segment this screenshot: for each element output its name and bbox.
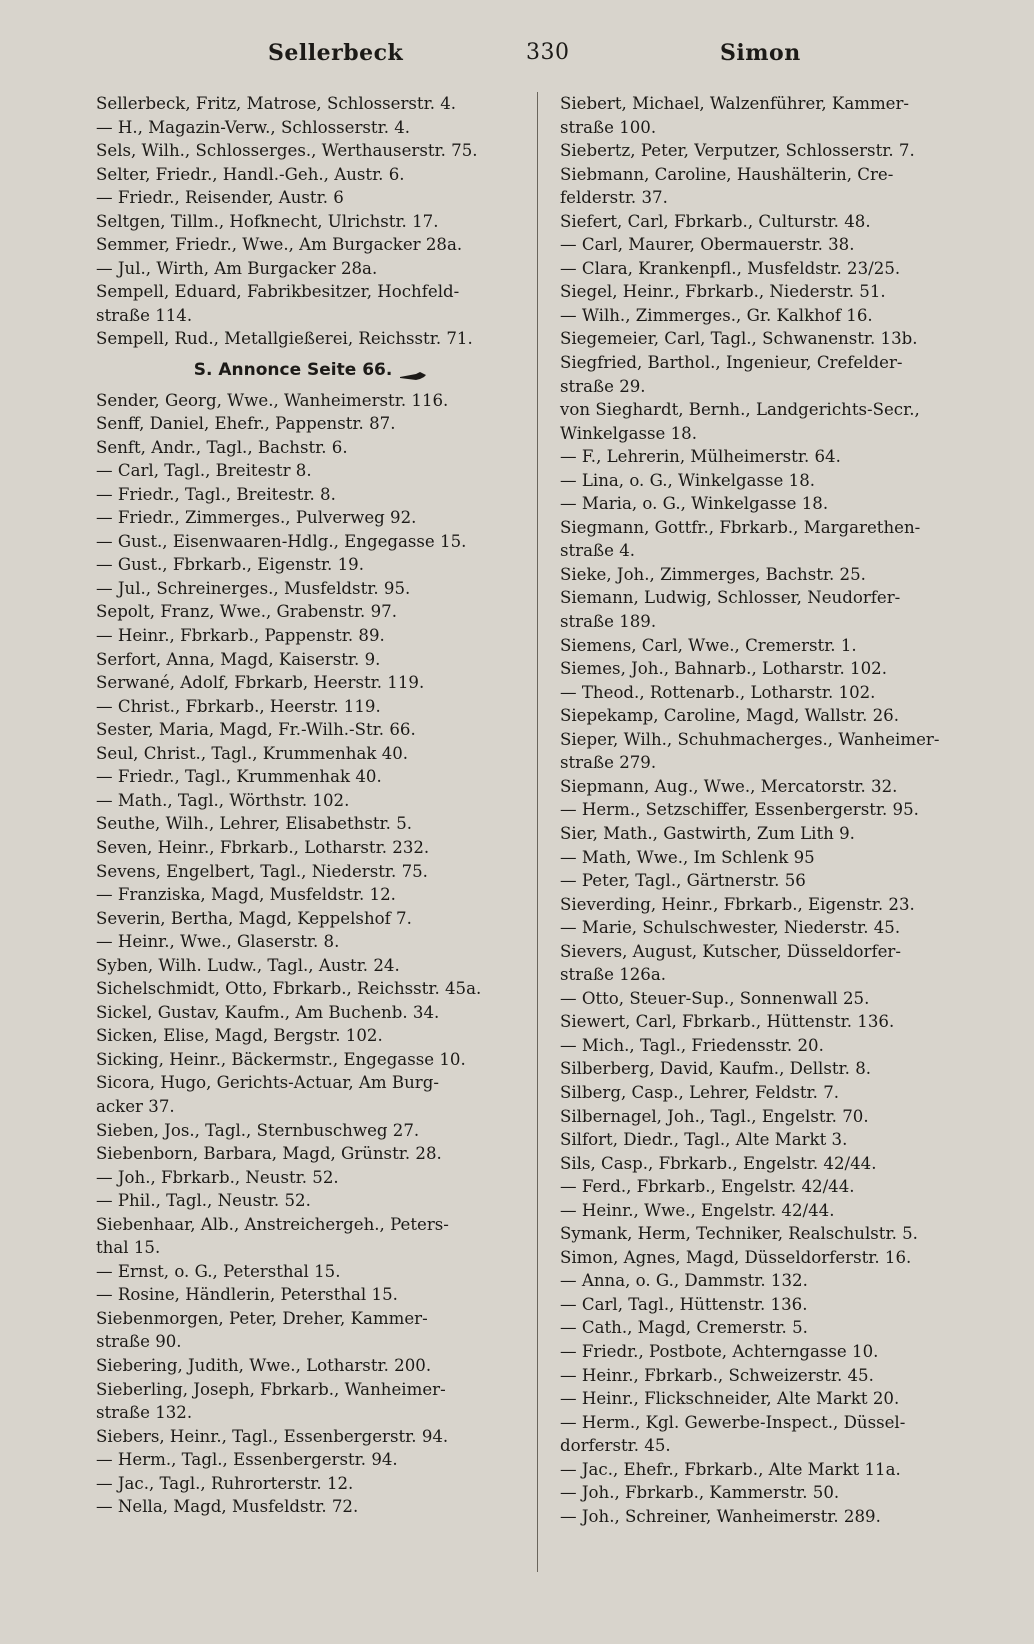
page-number: 330	[526, 40, 570, 65]
directory-entry	[560, 1105, 986, 1129]
entry-text: Sieke, Joh., Zimmerges, Bachstr. 25.	[560, 564, 866, 584]
directory-entry	[96, 1378, 526, 1425]
directory-entry	[560, 327, 986, 351]
entry-text: — Gust., Fbrkarb., Eigenstr. 19.	[96, 555, 364, 575]
entry-text: — Mich., Tagl., Friedensstr. 20.	[560, 1035, 824, 1055]
directory-entry	[96, 506, 526, 530]
entry-text: Seven, Heinr., Fbrkarb., Lotharstr. 232.	[96, 837, 430, 857]
entry-text: — Otto, Steuer-Sup., Sonnenwall 25.	[560, 988, 870, 1008]
entry-text: — Friedr., Postbote, Achterngasse 10.	[560, 1341, 879, 1361]
directory-entry	[560, 1034, 986, 1058]
entry-text: Serwané, Adolf, Fbrkarb, Heerstr. 119.	[96, 673, 425, 693]
directory-entry	[96, 1001, 526, 1025]
directory-entry	[560, 1128, 986, 1152]
directory-entry	[96, 577, 526, 601]
annonce-note	[96, 359, 526, 383]
directory-entry	[560, 1199, 986, 1223]
column-divider	[537, 92, 538, 1572]
directory-entry	[96, 1119, 526, 1143]
entry-text: Siebmann, Caroline, Haushälterin, Cre-	[560, 164, 894, 184]
directory-entry	[560, 1222, 986, 1246]
entry-text: — Ernst, o. G., Petersthal 15.	[96, 1261, 341, 1281]
directory-entry	[560, 846, 986, 870]
entry-text: — Jul., Wirth, Am Burgacker 28a.	[96, 258, 378, 278]
entry-text: Senff, Daniel, Ehefr., Pappenstr. 87.	[96, 414, 396, 434]
directory-entry	[96, 280, 526, 327]
entry-text: — Joh., Schreiner, Wanheimerstr. 289.	[560, 1506, 881, 1526]
directory-entry	[96, 116, 526, 140]
directory-entry	[560, 893, 986, 917]
directory-entry	[560, 681, 986, 705]
directory-entry	[560, 1269, 986, 1293]
directory-entry	[96, 1166, 526, 1190]
directory-entry	[560, 634, 986, 658]
entry-text: Sieper, Wilh., Schuhmacherges., Wanheimer-	[560, 729, 940, 749]
entry-continuation: acker 37.	[96, 1096, 175, 1116]
entry-continuation: straße 126a.	[560, 965, 667, 985]
directory-entry	[96, 860, 526, 884]
directory-entry	[560, 1152, 986, 1176]
annonce-text: S. Annonce Seite 66.	[193, 360, 393, 381]
entry-text: Siepekamp, Caroline, Magd, Wallstr. 26.	[560, 706, 900, 726]
directory-entry	[96, 624, 526, 648]
entry-text: Siewert, Carl, Fbrkarb., Hüttenstr. 136.	[560, 1012, 895, 1032]
directory-entry	[560, 257, 986, 281]
directory-entry	[560, 869, 986, 893]
directory-entry	[560, 1316, 986, 1340]
entry-text: — Jac., Ehefr., Fbrkarb., Alte Markt 11a.	[560, 1459, 901, 1479]
entry-text: Sier, Math., Gastwirth, Zum Lith 9.	[560, 823, 855, 843]
directory-entry	[560, 704, 986, 728]
entry-text: Sievers, August, Kutscher, Düsseldorfer-	[560, 941, 901, 961]
entry-text: Siemes, Joh., Bahnarb., Lotharstr. 102.	[560, 659, 887, 679]
entry-continuation: straße 132.	[96, 1403, 193, 1423]
directory-entry	[96, 257, 526, 281]
entry-text: Siefert, Carl, Fbrkarb., Culturstr. 48.	[560, 211, 871, 231]
directory-entry	[96, 718, 526, 742]
entry-text: — Ferd., Fbrkarb., Engelstr. 42/44.	[560, 1177, 855, 1197]
directory-entry	[96, 1189, 526, 1213]
directory-entry	[96, 1448, 526, 1472]
directory-entry	[560, 469, 986, 493]
entry-text: Sicking, Heinr., Bäckermstr., Engegasse 10.	[96, 1049, 466, 1069]
directory-entry	[560, 1411, 986, 1458]
directory-entry	[560, 280, 986, 304]
entry-text: — Carl, Tagl., Hüttenstr. 136.	[560, 1294, 808, 1314]
directory-entry	[560, 822, 986, 846]
directory-entry	[560, 775, 986, 799]
entry-text: Siebenborn, Barbara, Magd, Grünstr. 28.	[96, 1144, 442, 1164]
directory-entry	[560, 1387, 986, 1411]
directory-entry	[96, 436, 526, 460]
directory-entry	[96, 812, 526, 836]
entry-text: Sicora, Hugo, Gerichts-Actuar, Am Burg-	[96, 1073, 439, 1093]
entry-text: — Herm., Kgl. Gewerbe-Inspect., Düssel-	[560, 1412, 906, 1432]
header-last-name: Simon	[720, 40, 801, 66]
entry-continuation: straße 4.	[560, 541, 636, 561]
entry-text: Seltgen, Tillm., Hofknecht, Ulrichstr. 17.	[96, 211, 439, 231]
entry-text: Sieverding, Heinr., Fbrkarb., Eigenstr. 23.	[560, 894, 915, 914]
directory-entry	[560, 210, 986, 234]
directory-entry	[96, 389, 526, 413]
directory-entry	[96, 930, 526, 954]
entry-text: — Clara, Krankenpfl., Musfeldstr. 23/25.	[560, 258, 901, 278]
directory-entry	[96, 530, 526, 554]
directory-entry	[96, 742, 526, 766]
entry-text: — Anna, o. G., Dammstr. 132.	[560, 1271, 808, 1291]
entry-text: — Math, Wwe., Im Schlenk 95	[560, 847, 815, 867]
entry-continuation: thal 15.	[96, 1238, 161, 1258]
entry-continuation: straße 29.	[560, 376, 646, 396]
directory-entry	[560, 657, 986, 681]
entry-text: Silberg, Casp., Lehrer, Feldstr. 7.	[560, 1082, 840, 1102]
directory-entry	[96, 163, 526, 187]
entry-text: Sickel, Gustav, Kaufm., Am Buchenb. 34.	[96, 1002, 440, 1022]
entry-text: Senft, Andr., Tagl., Bachstr. 6.	[96, 437, 348, 457]
entry-text: Siebenhaar, Alb., Anstreichergeh., Peters-	[96, 1214, 449, 1234]
entry-text: — Christ., Fbrkarb., Heerstr. 119.	[96, 696, 381, 716]
directory-entry	[96, 1283, 526, 1307]
directory-entry	[560, 1175, 986, 1199]
entry-text: — Friedr., Tagl., Krummenhak 40.	[96, 767, 382, 787]
directory-entry	[96, 210, 526, 234]
directory-entry	[96, 883, 526, 907]
entry-text: Semmer, Friedr., Wwe., Am Burgacker 28a.	[96, 235, 463, 255]
directory-entry	[96, 483, 526, 507]
entry-text: — Nella, Magd, Musfeldstr. 72.	[96, 1497, 359, 1517]
entry-text: Sichelschmidt, Otto, Fbrkarb., Reichsstr. 45a.	[96, 979, 482, 999]
directory-entry	[96, 695, 526, 719]
directory-entry	[560, 940, 986, 987]
entry-text: — Rosine, Händlerin, Petersthal 15.	[96, 1285, 398, 1305]
directory-entry	[96, 1048, 526, 1072]
entry-text: Silfort, Diedr., Tagl., Alte Markt 3.	[560, 1130, 848, 1150]
entry-text: — Theod., Rottenarb., Lotharstr. 102.	[560, 682, 876, 702]
entry-continuation: dorferstr. 45.	[560, 1436, 671, 1456]
directory-entry	[96, 553, 526, 577]
entry-text: Siegmann, Gottfr., Fbrkarb., Margarethen-	[560, 517, 921, 537]
entry-text: Siebers, Heinr., Tagl., Essenbergerstr. 94.	[96, 1426, 449, 1446]
directory-entry	[560, 1458, 986, 1482]
directory-entry	[560, 1340, 986, 1364]
entry-text: — Peter, Tagl., Gärtnerstr. 56	[560, 871, 806, 891]
directory-entry	[560, 563, 986, 587]
directory-entry	[560, 1246, 986, 1270]
entry-continuation: felderstr. 37.	[560, 188, 668, 208]
entry-text: — Maria, o. G., Winkelgasse 18.	[560, 494, 829, 514]
directory-entry	[560, 92, 986, 139]
directory-entry	[96, 1213, 526, 1260]
entry-text: Silbernagel, Joh., Tagl., Engelstr. 70.	[560, 1106, 869, 1126]
directory-entry	[560, 987, 986, 1011]
directory-entry	[560, 139, 986, 163]
entry-text: Sieberling, Joseph, Fbrkarb., Wanheimer-	[96, 1379, 446, 1399]
entry-text: — Friedr., Reisender, Austr. 6	[96, 188, 344, 208]
entry-continuation: straße 90.	[96, 1332, 182, 1352]
entry-text: Siepmann, Aug., Wwe., Mercatorstr. 32.	[560, 776, 898, 796]
right-column	[560, 92, 986, 1528]
entry-text: — Lina, o. G., Winkelgasse 18.	[560, 470, 816, 490]
entry-text: Sepolt, Franz, Wwe., Grabenstr. 97.	[96, 602, 397, 622]
directory-entry	[560, 586, 986, 633]
directory-entry	[560, 233, 986, 257]
directory-entry	[560, 916, 986, 940]
directory-entry	[96, 1472, 526, 1496]
entry-text: — Phil., Tagl., Neustr. 52.	[96, 1191, 311, 1211]
entry-text: Siegemeier, Carl, Tagl., Schwanenstr. 13b.	[560, 329, 918, 349]
entry-text: Sender, Georg, Wwe., Wanheimerstr. 116.	[96, 390, 449, 410]
directory-entry	[96, 459, 526, 483]
entry-text: — Heinr., Fbrkarb., Pappenstr. 89.	[96, 626, 385, 646]
directory-entry	[96, 600, 526, 624]
entry-text: Serfort, Anna, Magd, Kaiserstr. 9.	[96, 649, 381, 669]
directory-entry	[96, 1142, 526, 1166]
entry-text: — Friedr., Zimmerges., Pulverweg 92.	[96, 508, 417, 528]
entry-text: Sester, Maria, Magd, Fr.-Wilh.-Str. 66.	[96, 720, 416, 740]
entry-text: Sevens, Engelbert, Tagl., Niederstr. 75.	[96, 861, 428, 881]
entry-text: Siegfried, Barthol., Ingenieur, Crefelder-	[560, 353, 903, 373]
entry-text: — Joh., Fbrkarb., Neustr. 52.	[96, 1167, 339, 1187]
entry-text: — Cath., Magd, Cremerstr. 5.	[560, 1318, 808, 1338]
directory-entry	[560, 798, 986, 822]
directory-entry	[96, 765, 526, 789]
directory-entry	[96, 233, 526, 257]
entry-text: Syben, Wilh. Ludw., Tagl., Austr. 24.	[96, 955, 400, 975]
left-column	[96, 92, 526, 1519]
entry-text: Sellerbeck, Fritz, Matrose, Schlosserstr. 4.	[96, 94, 457, 113]
entry-text: — Heinr., Flickschneider, Alte Markt 20.	[560, 1389, 900, 1409]
directory-entry	[560, 516, 986, 563]
entry-text: Siebertz, Peter, Verputzer, Schlosserstr. 7.	[560, 141, 915, 161]
entry-text: — Jac., Tagl., Ruhrorterstr. 12.	[96, 1473, 354, 1493]
directory-entry	[560, 351, 986, 398]
directory-entry	[560, 1481, 986, 1505]
entry-text: — Carl, Maurer, Obermauerstr. 38.	[560, 235, 855, 255]
entry-text: Siemann, Ludwig, Schlosser, Neudorfer-	[560, 588, 901, 608]
entry-text: — Math., Tagl., Wörthstr. 102.	[96, 790, 350, 810]
directory-entry	[96, 1071, 526, 1118]
directory-entry	[560, 728, 986, 775]
directory-entry	[96, 1307, 526, 1354]
entry-text: — Carl, Tagl., Breitestr 8.	[96, 461, 312, 481]
entry-text: — Heinr., Wwe., Engelstr. 42/44.	[560, 1200, 835, 1220]
directory-entry	[96, 954, 526, 978]
entry-text: — Franziska, Magd, Musfeldstr. 12.	[96, 885, 396, 905]
entry-text: — Heinr., Wwe., Glaserstr. 8.	[96, 932, 340, 952]
entry-text: Selter, Friedr., Handl.-Geh., Austr. 6.	[96, 164, 405, 184]
directory-entry	[96, 327, 526, 351]
directory-entry	[560, 492, 986, 516]
entry-text: — Herm., Setzschiffer, Essenbergerstr. 95.	[560, 800, 919, 820]
directory-entry	[560, 398, 986, 445]
entry-text: Siemens, Carl, Wwe., Cremerstr. 1.	[560, 635, 857, 655]
entry-continuation: straße 189.	[560, 612, 657, 632]
entry-text: Sicken, Elise, Magd, Bergstr. 102.	[96, 1026, 383, 1046]
entry-text: Symank, Herm, Techniker, Realschulstr. 5.	[560, 1224, 918, 1244]
entry-text: — Jul., Schreinerges., Musfeldstr. 95.	[96, 578, 411, 598]
header-first-name: Sellerbeck	[268, 40, 404, 66]
entry-text: Seuthe, Wilh., Lehrer, Elisabethstr. 5.	[96, 814, 413, 834]
directory-entry	[560, 445, 986, 469]
entry-text: Sieben, Jos., Tagl., Sternbuschweg 27.	[96, 1120, 420, 1140]
directory-entry	[96, 1024, 526, 1048]
entry-text: — H., Magazin-Verw., Schlosserstr. 4.	[96, 117, 411, 137]
entry-text: — Joh., Fbrkarb., Kammerstr. 50.	[560, 1483, 840, 1503]
directory-entry	[560, 1010, 986, 1034]
entry-text: Siebenmorgen, Peter, Dreher, Kammer-	[96, 1308, 428, 1328]
directory-entry	[560, 1081, 986, 1105]
directory-entry	[560, 1057, 986, 1081]
directory-entry	[96, 186, 526, 210]
entry-text: — Friedr., Tagl., Breitestr. 8.	[96, 484, 336, 504]
directory-entry	[96, 671, 526, 695]
entry-text: — Marie, Schulschwester, Niederstr. 45.	[560, 918, 901, 938]
directory-entry	[96, 1354, 526, 1378]
directory-entry	[96, 92, 526, 116]
entry-text: Sempell, Rud., Metallgießerei, Reichsstr. 71.	[96, 329, 473, 349]
directory-entry	[96, 836, 526, 860]
directory-entry	[96, 907, 526, 931]
directory-entry	[560, 1293, 986, 1317]
directory-entry	[96, 412, 526, 436]
page-header	[0, 40, 1034, 74]
entry-text: Siebert, Michael, Walzenführer, Kammer-	[560, 94, 910, 113]
entry-text: Seul, Christ., Tagl., Krummenhak 40.	[96, 743, 409, 763]
pointing-hand-icon	[398, 365, 428, 375]
entry-text: — Wilh., Zimmerges., Gr. Kalkhof 16.	[560, 305, 873, 325]
entry-text: Severin, Bertha, Magd, Keppelshof 7.	[96, 908, 412, 928]
entry-text: Sils, Casp., Fbrkarb., Engelstr. 42/44.	[560, 1153, 877, 1173]
directory-entry	[96, 1425, 526, 1449]
entry-text: Silberberg, David, Kaufm., Dellstr. 8.	[560, 1059, 872, 1079]
entry-text: Siebering, Judith, Wwe., Lotharstr. 200.	[96, 1355, 432, 1375]
entry-text: — Heinr., Fbrkarb., Schweizerstr. 45.	[560, 1365, 874, 1385]
entry-text: Siegel, Heinr., Fbrkarb., Niederstr. 51.	[560, 282, 886, 302]
entry-text: Simon, Agnes, Magd, Düsseldorferstr. 16.	[560, 1247, 912, 1267]
directory-entry	[96, 977, 526, 1001]
entry-text: Sels, Wilh., Schlosserges., Werthauserstr. 75.	[96, 141, 478, 161]
entry-text: von Sieghardt, Bernh., Landgerichts-Secr.,	[560, 400, 920, 420]
directory-entry	[96, 789, 526, 813]
directory-entry	[560, 163, 986, 210]
directory-entry	[96, 139, 526, 163]
directory-entry	[560, 1364, 986, 1388]
entry-continuation: Winkelgasse 18.	[560, 423, 697, 443]
entry-continuation: straße 114.	[96, 305, 193, 325]
directory-entry	[96, 1260, 526, 1284]
directory-entry	[96, 1495, 526, 1519]
entry-text: — F., Lehrerin, Mülheimerstr. 64.	[560, 447, 841, 467]
entry-continuation: straße 279.	[560, 753, 657, 773]
entry-text: — Gust., Eisenwaaren-Hdlg., Engegasse 15.	[96, 531, 467, 551]
entry-text: Sempell, Eduard, Fabrikbesitzer, Hochfeld-	[96, 282, 460, 302]
entry-continuation: straße 100.	[560, 117, 657, 137]
directory-entry	[560, 1505, 986, 1529]
directory-entry	[560, 304, 986, 328]
directory-entry	[96, 648, 526, 672]
entry-text: — Herm., Tagl., Essenbergerstr. 94.	[96, 1450, 398, 1470]
